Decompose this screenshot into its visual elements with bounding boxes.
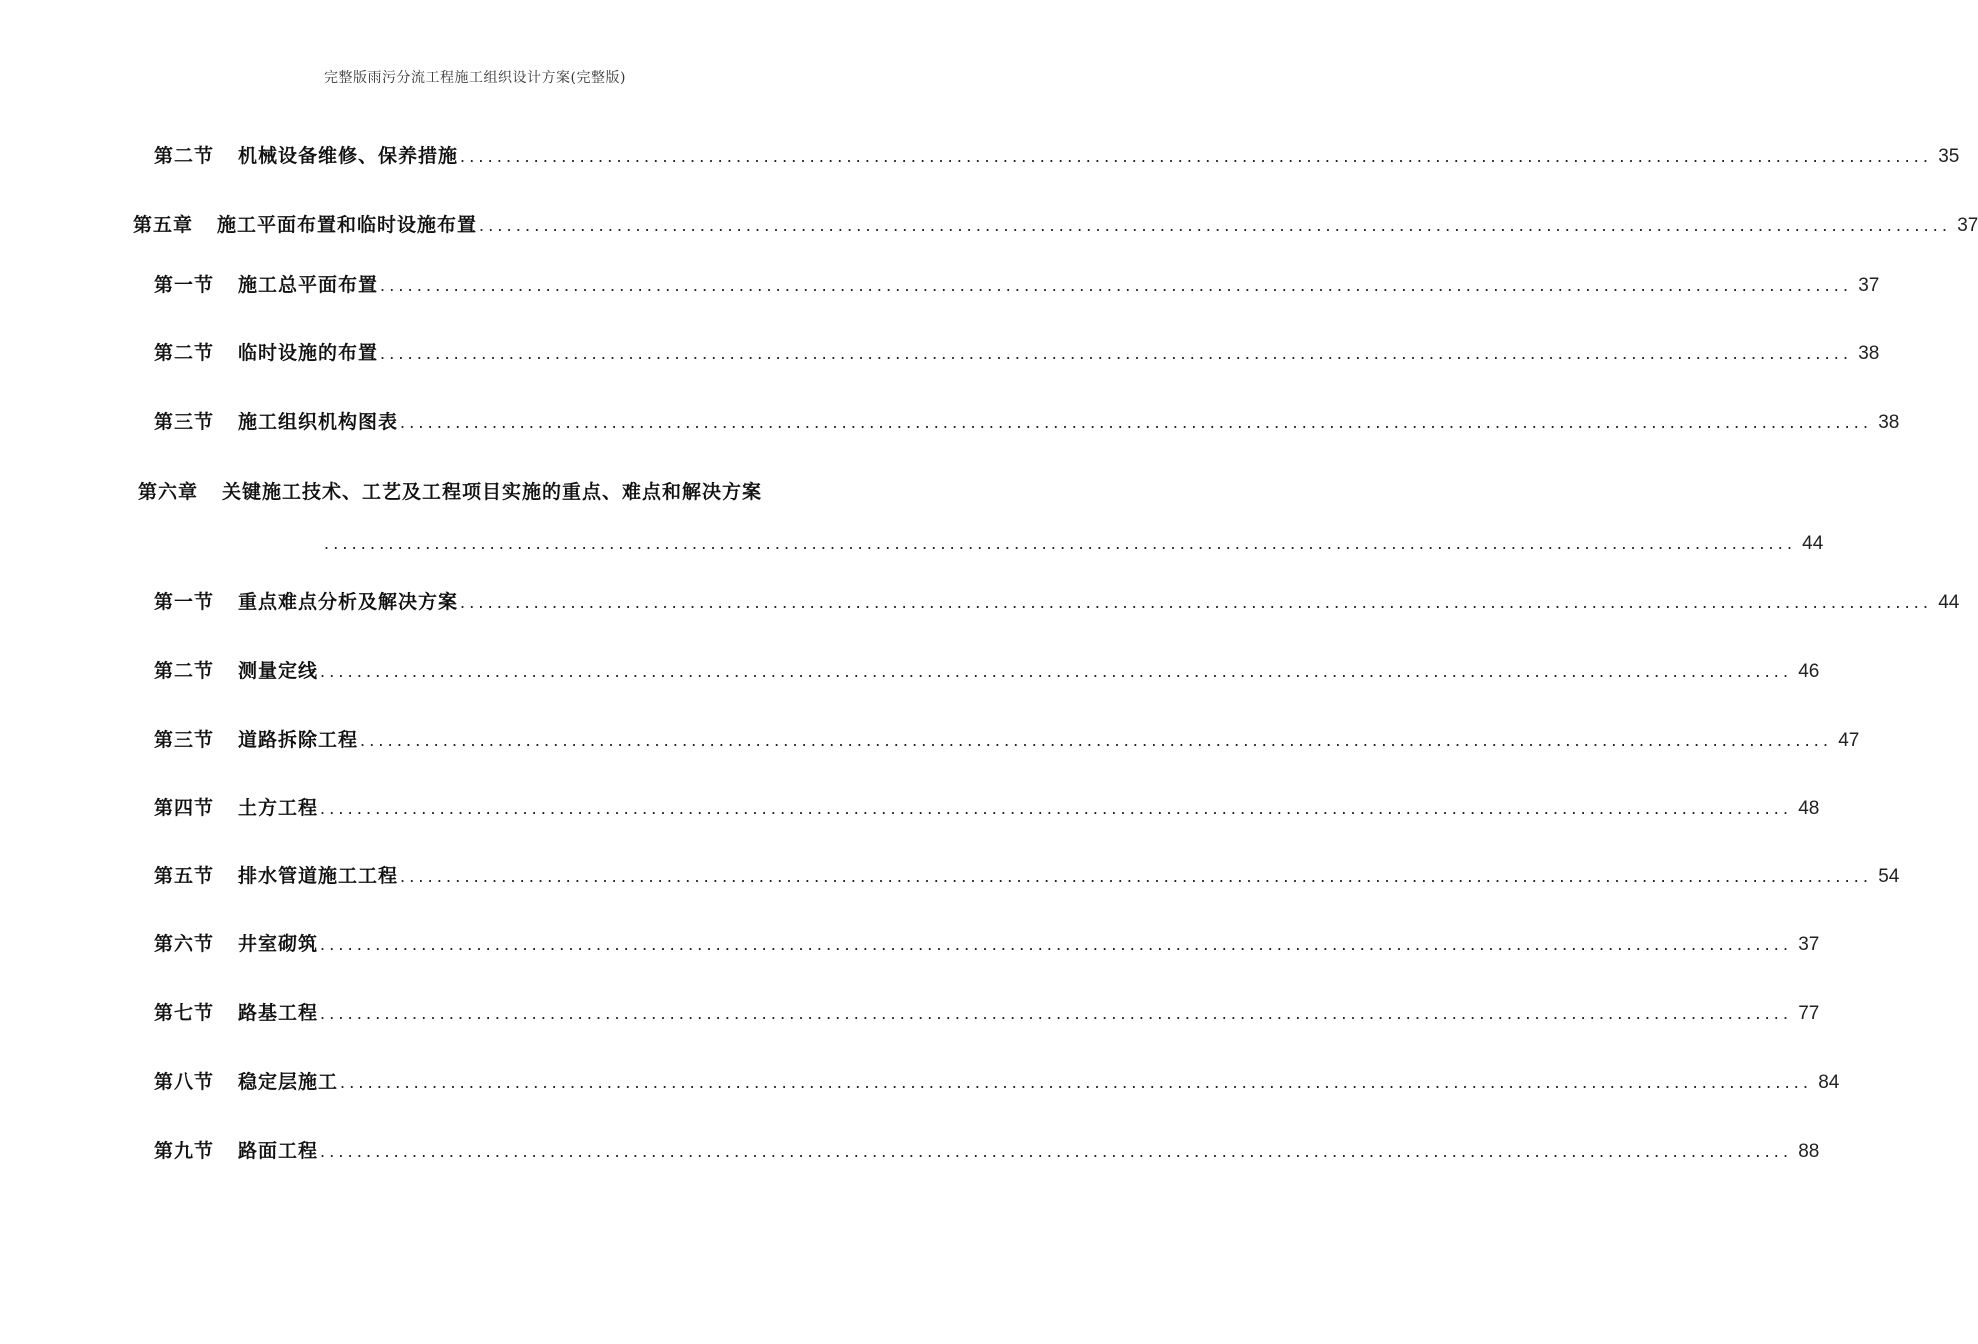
toc-leader-dots: ................................................................................................................................................................ xyxy=(320,1141,1793,1161)
toc-entry-s5-3[interactable] xyxy=(154,408,1900,436)
toc-entry-title: 重点难点分析及解决方案 xyxy=(238,591,459,613)
toc-entry-number: 第五章 xyxy=(133,214,194,236)
toc-entry-s6-1[interactable] xyxy=(154,588,1960,616)
toc-entry-number: 第一节 xyxy=(154,591,215,613)
toc-entry-page: 46 xyxy=(1798,661,1820,682)
toc-entry-title: 关键施工技术、工艺及工程项目实施的重点、难点和解决方案 xyxy=(222,481,763,503)
toc-entry-page: 48 xyxy=(1798,798,1820,819)
toc-leader-dots: ................................................................................................................................................................ xyxy=(400,866,1873,886)
toc-entry-title: 测量定线 xyxy=(238,660,319,682)
toc-entry-s6-8[interactable] xyxy=(154,1068,1840,1096)
toc-entry-title: 路基工程 xyxy=(238,1002,319,1024)
toc-leader-dots: ................................................................................................................................................................ xyxy=(380,275,1853,295)
toc-entry-s6-6[interactable] xyxy=(154,930,1820,958)
toc-leader-dots: ................................................................................................................................................................ xyxy=(340,1072,1813,1092)
toc-entry-s5-1[interactable] xyxy=(154,271,1880,299)
toc-entry-page: 88 xyxy=(1798,1141,1820,1162)
toc-entry-number: 第二节 xyxy=(154,145,215,167)
toc-entry-label xyxy=(154,930,318,958)
toc-entry-page: 35 xyxy=(1938,146,1960,167)
toc-entry-c5[interactable] xyxy=(133,211,1978,239)
toc-entry-title: 排水管道施工工程 xyxy=(238,865,399,887)
toc-entry-page: 54 xyxy=(1878,866,1900,887)
toc-entry-label xyxy=(154,657,318,685)
toc-entry-number: 第六章 xyxy=(138,481,199,503)
toc-entry-label xyxy=(154,1137,318,1165)
toc-entry-title: 施工总平面布置 xyxy=(238,274,379,296)
toc-entry-title: 施工组织机构图表 xyxy=(238,411,399,433)
toc-entry-number: 第六节 xyxy=(154,933,215,955)
toc-entry-title: 道路拆除工程 xyxy=(238,729,359,751)
toc-entry-label xyxy=(154,271,378,299)
toc-entry-number: 第七节 xyxy=(154,1002,215,1024)
toc-entry-title: 施工平面布置和临时设施布置 xyxy=(217,214,478,236)
toc-entry-number: 第一节 xyxy=(154,274,215,296)
toc-leader-dots: ................................................................................................................................................................ xyxy=(320,934,1793,954)
toc-entry-page: 38 xyxy=(1858,343,1880,364)
toc-entry-s6-5[interactable] xyxy=(154,862,1900,890)
toc-leader-dots: ................................................................................................................................................................ xyxy=(479,215,1952,235)
toc-entry-s6-2[interactable] xyxy=(154,657,1820,685)
toc-entry-page: 37 xyxy=(1798,934,1820,955)
toc-entry-page: 44 xyxy=(1802,533,1824,554)
toc-entry-number: 第四节 xyxy=(154,797,215,819)
toc-entry-number: 第八节 xyxy=(154,1071,215,1093)
toc-entry-number: 第五节 xyxy=(154,865,215,887)
toc-leader-dots: ................................................................................................................................................................ xyxy=(460,146,1933,166)
toc-entry-label xyxy=(154,862,398,890)
toc-entry-title: 稳定层施工 xyxy=(238,1071,339,1093)
toc-entry-s4-2[interactable] xyxy=(154,142,1960,170)
toc-leader-dots: ................................................................................................................................................................ xyxy=(320,661,1793,681)
toc-entry-number: 第三节 xyxy=(154,729,215,751)
toc-entry-label xyxy=(154,999,318,1027)
toc-entry-title: 土方工程 xyxy=(238,797,319,819)
running-header: 完整版雨污分流工程施工组织设计方案(完整版) xyxy=(324,70,626,86)
toc-leader-dots: ................................................................................................................................................................ xyxy=(380,343,1853,363)
toc-entry-number: 第三节 xyxy=(154,411,215,433)
toc-entry-title: 机械设备维修、保养措施 xyxy=(238,145,459,167)
toc-entry-c6-leader[interactable] xyxy=(322,529,1824,557)
toc-leader-dots: ................................................................................................................................................................ xyxy=(400,412,1873,432)
toc-entry-label xyxy=(154,142,458,170)
toc-entry-label xyxy=(154,794,318,822)
toc-entry-page: 47 xyxy=(1838,730,1860,751)
toc-entry-page: 37 xyxy=(1858,275,1880,296)
toc-entry-s6-9[interactable] xyxy=(154,1137,1820,1165)
toc-entry-number: 第二节 xyxy=(154,342,215,364)
toc-entry-s5-2[interactable] xyxy=(154,339,1880,367)
toc-entry-title: 井室砌筑 xyxy=(238,933,319,955)
toc-entry-page: 37 xyxy=(1957,215,1978,236)
toc-leader-dots: ................................................................................................................................................................ xyxy=(324,533,1797,553)
toc-entry-label xyxy=(154,339,378,367)
toc-leader-dots: ................................................................................................................................................................ xyxy=(320,1003,1793,1023)
toc-entry-s6-7[interactable] xyxy=(154,999,1820,1027)
toc-entry-label xyxy=(154,588,458,616)
toc-entry-label xyxy=(154,408,398,436)
toc-leader-dots: ................................................................................................................................................................ xyxy=(360,730,1833,750)
toc-entry-number: 第九节 xyxy=(154,1140,215,1162)
toc-leader-dots: ................................................................................................................................................................ xyxy=(460,592,1933,612)
toc-entry-label xyxy=(133,211,477,239)
toc-entry-title: 临时设施的布置 xyxy=(238,342,379,364)
toc-entry-c6-heading[interactable] xyxy=(138,478,898,506)
toc-entry-number: 第二节 xyxy=(154,660,215,682)
toc-leader-dots: ................................................................................................................................................................ xyxy=(320,798,1793,818)
toc-entry-s6-3[interactable] xyxy=(154,726,1860,754)
toc-entry-page: 77 xyxy=(1798,1003,1820,1024)
toc-entry-page: 84 xyxy=(1818,1072,1840,1093)
toc-entry-s6-4[interactable] xyxy=(154,794,1820,822)
toc-entry-label xyxy=(154,1068,338,1096)
toc-entry-page: 38 xyxy=(1878,412,1900,433)
toc-entry-label xyxy=(154,726,358,754)
toc-entry-title: 路面工程 xyxy=(238,1140,319,1162)
toc-entry-page: 44 xyxy=(1938,592,1960,613)
